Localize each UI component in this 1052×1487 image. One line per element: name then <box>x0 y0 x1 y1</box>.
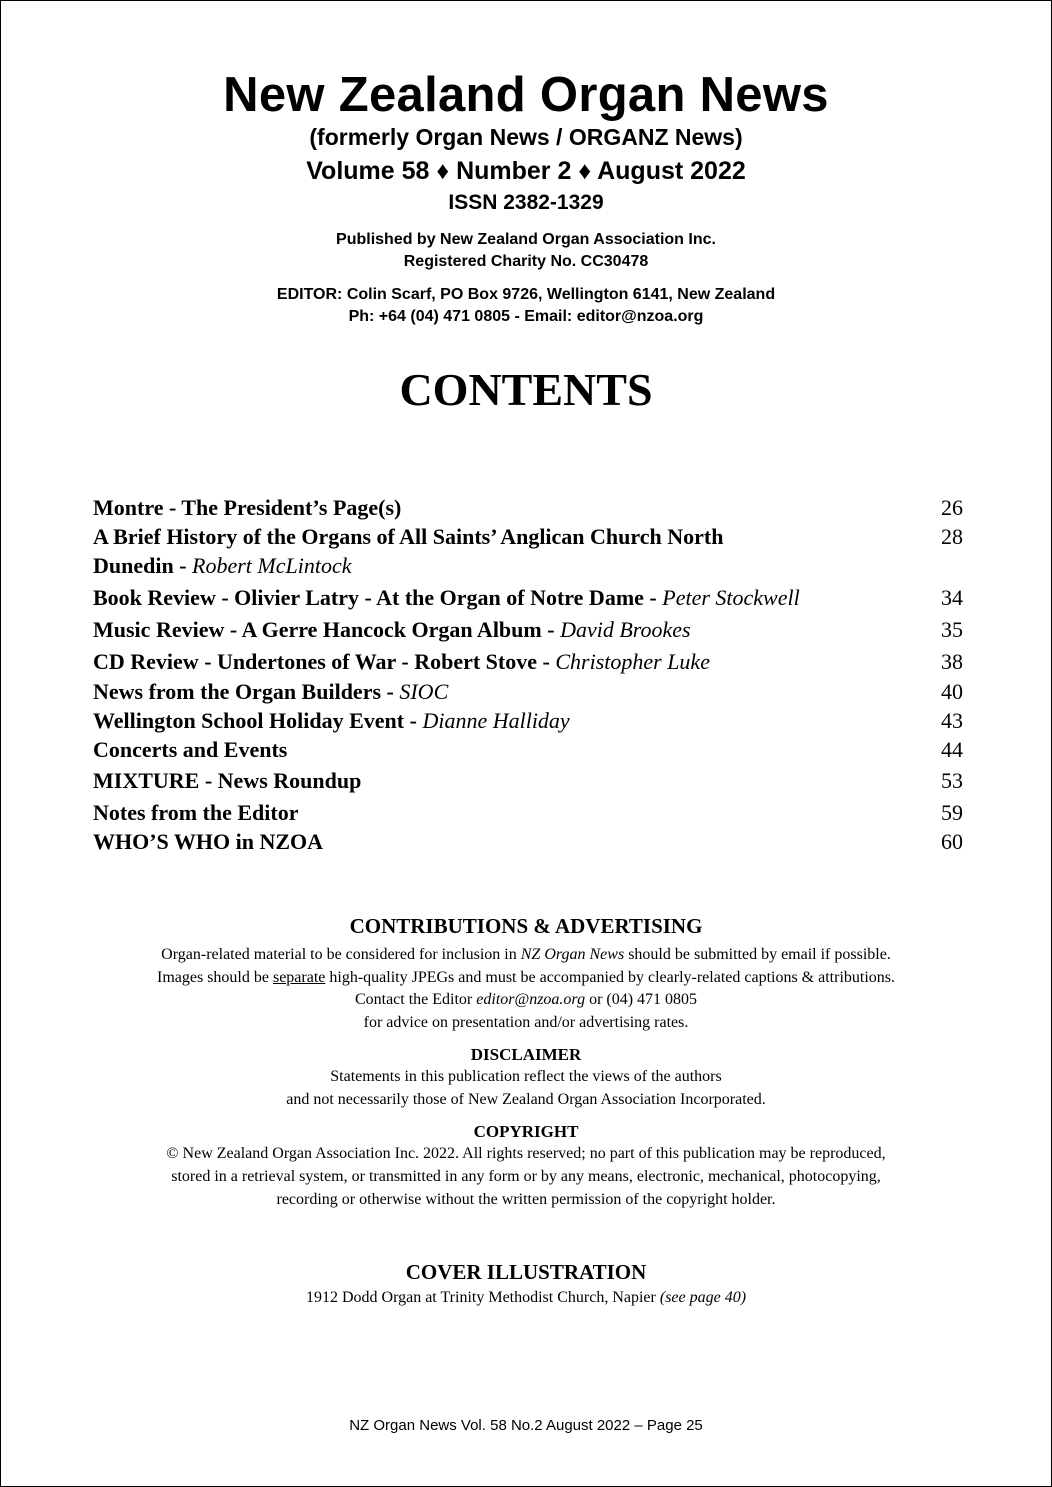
editor-email: editor@nzoa.org <box>476 991 586 1008</box>
toc-entry-page: 60 <box>941 829 963 854</box>
contributions-heading: CONTRIBUTIONS & ADVERTISING <box>349 914 703 938</box>
publication-title: New Zealand Organ News <box>223 68 829 122</box>
copyright-line-2: stored in a retrieval system, or transmitted in any form or by any means, electronic, mechanical, photocopying, <box>171 1168 881 1185</box>
former-titles: (formerly Organ News / ORGANZ News) <box>309 124 743 150</box>
toc-entry <box>93 522 963 580</box>
toc-entry-author: Robert McLintock <box>192 553 352 578</box>
toc-entry-page: 53 <box>941 768 963 793</box>
toc-entry-author: Dianne Halliday <box>422 708 570 733</box>
contributions-text: or (04) 471 0805 <box>585 991 698 1008</box>
toc-entry-author: Peter Stockwell <box>662 585 800 610</box>
copyright-heading: COPYRIGHT <box>473 1122 579 1141</box>
toc-entry-title: Book Review - Olivier Latry - At the Organ of Notre Dame - <box>93 585 663 610</box>
page-footer: NZ Organ News Vol. 58 No.2 August 2022 – Page 25 <box>349 1417 703 1434</box>
toc-entry-author: Christopher Luke <box>555 649 710 674</box>
contributions-text: Organ-related material to be considered for inclusion in <box>161 946 521 963</box>
toc-entry-title: Concerts and Events <box>93 737 288 762</box>
toc-entry <box>93 735 963 764</box>
toc-entry-title: MIXTURE - News Roundup <box>93 768 362 793</box>
toc-entry <box>93 798 963 827</box>
toc-entry-title: WHO’S WHO in NZOA <box>93 829 324 854</box>
contributions-text: Contact the Editor <box>354 991 477 1008</box>
contents-heading: CONTENTS <box>399 364 653 415</box>
toc-entry-page: 28 <box>941 524 963 549</box>
emphasis-underlined: separate <box>272 969 326 986</box>
toc-entry <box>93 827 963 856</box>
toc-entry-author: David Brookes <box>560 617 691 642</box>
disclaimer-line-2: and not necessarily those of New Zealand Organ Association Incorporated. <box>286 1091 766 1108</box>
toc-entry-title: Music Review - A Gerre Hancock Organ Album - <box>93 617 561 642</box>
publication-name: NZ Organ News <box>520 946 625 963</box>
table-of-contents <box>93 493 963 856</box>
toc-entry-title: A Brief History of the Organs of All Saints’ Anglican Church North <box>93 524 724 549</box>
toc-entry <box>93 583 963 612</box>
toc-entry-title: Wellington School Holiday Event - <box>93 708 423 733</box>
contributions-text: high-quality JPEGs and must be accompanied by clearly-related captions & attributions. <box>325 969 896 986</box>
charity-line: Registered Charity No. CC30478 <box>403 253 649 270</box>
disclaimer-line-1: Statements in this publication reflect the views of the authors <box>330 1068 722 1085</box>
cover-page-reference: (see page 40) <box>659 1289 747 1306</box>
toc-entry <box>93 615 963 644</box>
contributions-line-2 <box>1 967 1051 989</box>
toc-entry-title: Notes from the Editor <box>93 800 299 825</box>
editor-address: EDITOR: Colin Scarf, PO Box 9726, Wellington 6141, New Zealand <box>276 286 776 303</box>
toc-entry-title-continued: Dunedin - <box>93 553 193 578</box>
toc-entry-page: 59 <box>941 800 963 825</box>
toc-entry-page: 35 <box>941 617 963 642</box>
toc-entry-page: 40 <box>941 679 963 704</box>
disclaimer-heading: DISCLAIMER <box>470 1045 582 1064</box>
toc-entry <box>93 766 963 795</box>
toc-entry <box>93 677 963 706</box>
issn: ISSN 2382-1329 <box>448 191 604 214</box>
contributions-line-3 <box>1 989 1051 1011</box>
toc-entry <box>93 647 963 676</box>
toc-entry-page: 38 <box>941 649 963 674</box>
toc-entry-title: Montre - The President’s Page(s) <box>93 495 402 520</box>
publisher-line: Published by New Zealand Organ Association Inc. <box>336 231 716 248</box>
toc-entry-author: SIOC <box>399 679 449 704</box>
contributions-text: Images should be <box>156 969 273 986</box>
cover-illustration-caption <box>1 1287 1051 1309</box>
cover-caption-text: 1912 Dodd Organ at Trinity Methodist Church, Napier <box>305 1289 660 1306</box>
volume-line: Volume 58 ♦ Number 2 ♦ August 2022 <box>306 157 746 185</box>
toc-entry-page: 44 <box>941 737 963 762</box>
toc-entry-title: News from the Organ Builders - <box>93 679 400 704</box>
contributions-line-1 <box>1 944 1051 966</box>
cover-illustration-heading: COVER ILLUSTRATION <box>405 1260 647 1284</box>
toc-entry-page: 26 <box>941 495 963 520</box>
copyright-line-3: recording or otherwise without the written permission of the copyright holder. <box>276 1191 776 1208</box>
contributions-line-4: for advice on presentation and/or advertising rates. <box>363 1014 689 1031</box>
copyright-line-1: © New Zealand Organ Association Inc. 2022. All rights reserved; no part of this publication may be reproduced, <box>166 1145 886 1162</box>
contributions-text: should be submitted by email if possible. <box>624 946 891 963</box>
toc-entry <box>93 706 963 735</box>
toc-entry-page: 34 <box>941 585 963 610</box>
toc-entry-page: 43 <box>941 708 963 733</box>
editor-contact: Ph: +64 (04) 471 0805 - Email: editor@nzoa.org <box>348 308 704 325</box>
toc-entry-title: CD Review - Undertones of War - Robert Stove - <box>93 649 556 674</box>
toc-entry <box>93 493 963 522</box>
